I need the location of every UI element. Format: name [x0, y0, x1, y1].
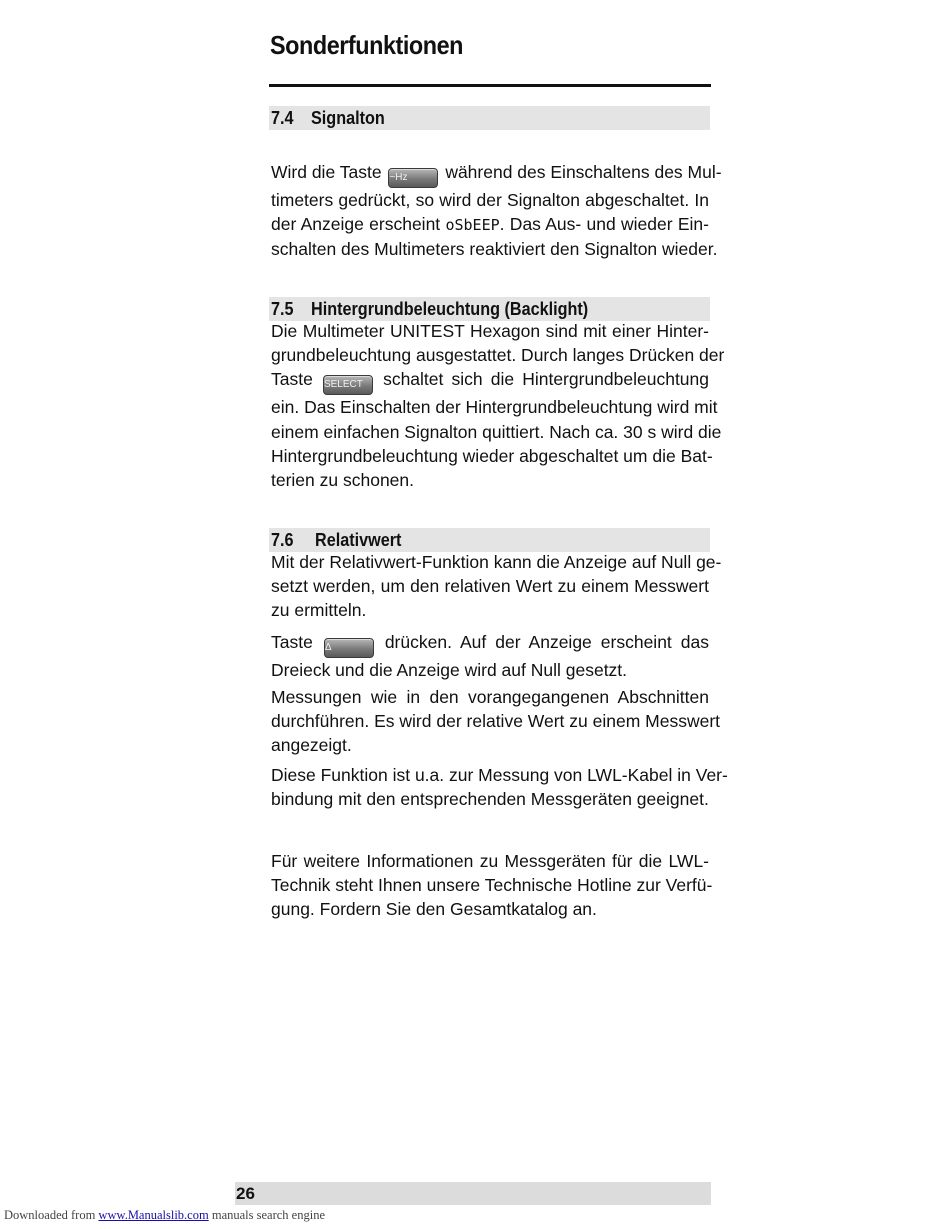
text-line [271, 550, 722, 574]
text-run: gung. Fordern Sie den Gesamtkatalog an. [271, 899, 597, 920]
text-run: Taste [271, 369, 313, 390]
text-line [271, 630, 709, 658]
text-line [271, 873, 713, 897]
text-run: Für weitere Informationen zu Messgeräten für die LWL- [271, 851, 709, 871]
paragraph [271, 849, 713, 922]
text-run: der Anzeige erscheint [271, 214, 441, 235]
text-line [271, 237, 718, 261]
device-key-icon: SELECT [323, 375, 373, 395]
text-run: . Das Aus- und wieder Ein- [499, 214, 709, 235]
section-heading-7-5 [269, 297, 710, 321]
text-run: während des Einschaltens des Mul- [445, 162, 722, 182]
text-line [271, 897, 709, 921]
text-run: Taste [271, 632, 313, 652]
paragraph [271, 630, 709, 682]
text-line [271, 367, 709, 395]
text-run: Messungen wie in den vorangegangenen Abschnitten [271, 687, 709, 707]
footer-bar [235, 1182, 711, 1205]
text-run: Diese Funktion ist u.a. zur Messung von LWL-Kabel in Ver- [271, 765, 728, 785]
text-run: Die Multimeter UNITEST Hexagon sind mit einer Hinter- [271, 321, 709, 341]
download-prefix: Downloaded from [4, 1208, 96, 1222]
text-run: Dreieck und die Anzeige wird auf Null gesetzt. [271, 660, 628, 680]
section-heading-7-4 [269, 106, 710, 130]
text-line [271, 212, 709, 237]
text-line [271, 188, 709, 212]
paragraph [271, 160, 722, 262]
download-suffix: manuals search engine [211, 1208, 325, 1222]
text-line [271, 319, 709, 343]
text-run: schalten des Multimeters reaktiviert den Signalton wieder. [271, 239, 718, 260]
text-line [271, 733, 709, 757]
device-key-icon: Δ [324, 638, 374, 658]
text-line [271, 658, 709, 682]
lcd-display-text: oSbEEP [445, 216, 500, 235]
section-number: 7.6 [271, 530, 294, 550]
section-number: 7.5 [271, 299, 294, 319]
section-title: Relativwert [315, 530, 402, 550]
text-run: zu ermitteln. [271, 600, 367, 621]
text-run: Wird die Taste [271, 162, 382, 182]
text-line [271, 598, 709, 622]
text-line [271, 763, 728, 787]
title-rule [269, 84, 711, 87]
text-run: terien zu schonen. [271, 470, 415, 491]
text-run: angezeigt. [271, 735, 352, 756]
text-line [271, 574, 709, 598]
download-note [4, 1208, 325, 1223]
text-line [271, 444, 713, 468]
text-line [271, 420, 722, 444]
text-line [271, 395, 718, 419]
text-line [271, 685, 709, 709]
text-run: setzt werden, um den relativen Wert zu einem Messwert [271, 576, 709, 597]
device-key-icon: ~Hz [388, 168, 438, 188]
paragraph [271, 685, 721, 758]
section-title: Signalton [311, 108, 385, 128]
text-run: schaltet sich die Hintergrundbeleuchtung [383, 369, 709, 390]
text-run: durchführen. Es wird der relative Wert zu einem Messwert [271, 711, 721, 732]
page-title: Sonderfunktionen [270, 30, 463, 60]
text-line [271, 787, 709, 811]
text-line [271, 160, 722, 188]
paragraph [271, 550, 722, 623]
text-run: Technik steht Ihnen unsere Technische Hotline zur Verfü- [271, 875, 713, 896]
text-line [271, 709, 721, 733]
manualslib-link[interactable]: www.Manualslib.com [98, 1208, 209, 1222]
text-run: grundbeleuchtung ausgestattet. Durch langes Drücken der [271, 345, 725, 366]
text-run: bindung mit den entsprechenden Messgeräten geeignet. [271, 789, 709, 810]
section-heading-7-6 [269, 528, 710, 552]
text-run: einem einfachen Signalton quittiert. Nach ca. 30 s wird die [271, 421, 722, 442]
text-run: ein. Das Einschalten der Hintergrundbeleuchtung wird mit [271, 397, 718, 418]
paragraph [271, 319, 725, 492]
section-number: 7.4 [271, 108, 294, 128]
section-title: Hintergrundbeleuchtung (Backlight) [311, 299, 589, 319]
text-line [271, 468, 709, 492]
text-run: drücken. Auf der Anzeige erscheint das [384, 632, 709, 652]
text-line [271, 849, 709, 873]
text-run: Mit der Relativwert-Funktion kann die Anzeige auf Null ge- [271, 552, 722, 572]
text-run: timeters gedrückt, so wird der Signalton abgeschaltet. In [271, 190, 709, 210]
text-line [271, 343, 725, 367]
paragraph [271, 763, 728, 811]
text-run: Hintergrundbeleuchtung wieder abgeschaltet um die Bat- [271, 445, 713, 466]
page-number: 26 [236, 1184, 255, 1203]
